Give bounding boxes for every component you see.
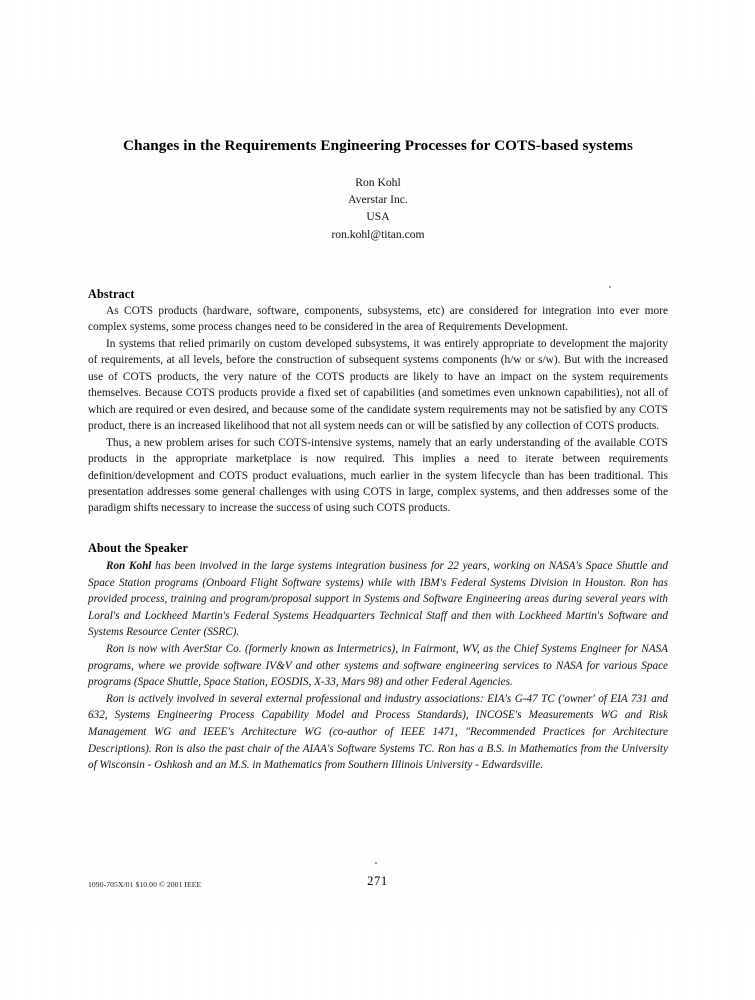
author-block — [88, 174, 668, 243]
abstract-paragraph: As COTS products (hardware, software, components, subsystems, etc) are considered for integration into ever more complex systems, some process changes need to be considered in the area of Requirements Development. — [88, 305, 668, 334]
speaker-paragraph-text: has been involved in the large systems integration business for 22 years, working on NASA's Space Shuttle and Space Station programs (Onboard Flight Software systems) while with IBM's Federal Systems Division in Houston. Ron has provided process, training and program/proposal support in Systems and Software Engineering areas during several years with Loral's and Lockheed Martin's Federal Systems Headquarters Technical Staff and then with Lockheed Martin's Software and Systems Resource Center (SSRC). — [88, 560, 668, 639]
scan-speck-icon — [609, 286, 611, 288]
page-number: 271 — [367, 874, 388, 888]
author-email: ron.kohl@titan.com — [331, 227, 425, 241]
page-content — [88, 0, 668, 1000]
speaker-paragraph — [88, 558, 668, 641]
speaker-bio — [88, 558, 668, 774]
abstract-paragraph: In systems that relied primarily on custom developed subsystems, it was entirely appropriate to development the majority of requirements, at all levels, before the construction of subsequent systems components (h/w or s/w). But with the increased use of COTS products, the very nature of the COTS products are likely to have an impact on the system requirements themselves. Because COTS products provide a fixed set of capabilities (and sometimes even unknown capabilities), not all of which are required or even desired, and because some of the candidate system requirements may not be satisfied by any COTS product, there is an increased likelihood that not all system needs can or will be satisfied by any collection of COTS products. — [88, 337, 668, 433]
abstract-heading: Abstract — [88, 287, 135, 302]
scan-speck-icon — [375, 862, 377, 864]
speaker-lead-name: Ron Kohl — [106, 560, 152, 572]
copyright-notice: 1090-705X/01 $10.00 © 2001 IEEE — [88, 880, 202, 889]
abstract-body — [88, 303, 668, 517]
author-affiliation: Averstar Inc. — [348, 193, 408, 207]
speaker-paragraph: Ron is now with AverStar Co. (formerly known as Intermetrics), in Fairmont, WV, as the Chief Systems Engineer for NASA programs, where we provide software IV&V and other systems and software engineering services to NASA for various Space programs (Space Shuttle, Space Station, EOSDIS, X-33, Mars 98) and other Federal Agencies. — [88, 642, 668, 689]
about-the-speaker-heading: About the Speaker — [88, 541, 189, 556]
page-title: Changes in the Requirements Engineering Processes for COTS-based systems — [122, 137, 634, 155]
author-name: Ron Kohl — [355, 176, 401, 189]
speaker-paragraph: Ron is actively involved in several external professional and industry associations: EIA's G-47 TC ('owner' of EIA 731 and 632, Systems Engineering Process Capability Model and Process Standards), INCOSE's Measurements WG and Risk Management WG and IEEE's Architecture WG (co-author of IEEE 1471, "Recommended Practices for Architecture Descriptions). Ron is also the past chair of the AIAA's Software Systems TC. Ron has a B.S. in Mathematics from the University of Wisconsin - Oshkosh and an M.S. in Mathematics from Southern Illinois University - Edwardsville. — [88, 692, 668, 772]
abstract-paragraph: Thus, a new problem arises for such COTS-intensive systems, namely that an early understanding of the available COTS products in the appropriate marketplace is now required. This implies a need to iterate between requirements definition/development and COTS product evaluations, much earlier in the system lifecycle than has been traditional. This presentation addresses some general challenges with using COTS in large, complex systems, and then addresses some of the paradigm shifts necessary to increase the success of using such COTS products. — [88, 436, 668, 515]
author-country: USA — [366, 210, 390, 224]
